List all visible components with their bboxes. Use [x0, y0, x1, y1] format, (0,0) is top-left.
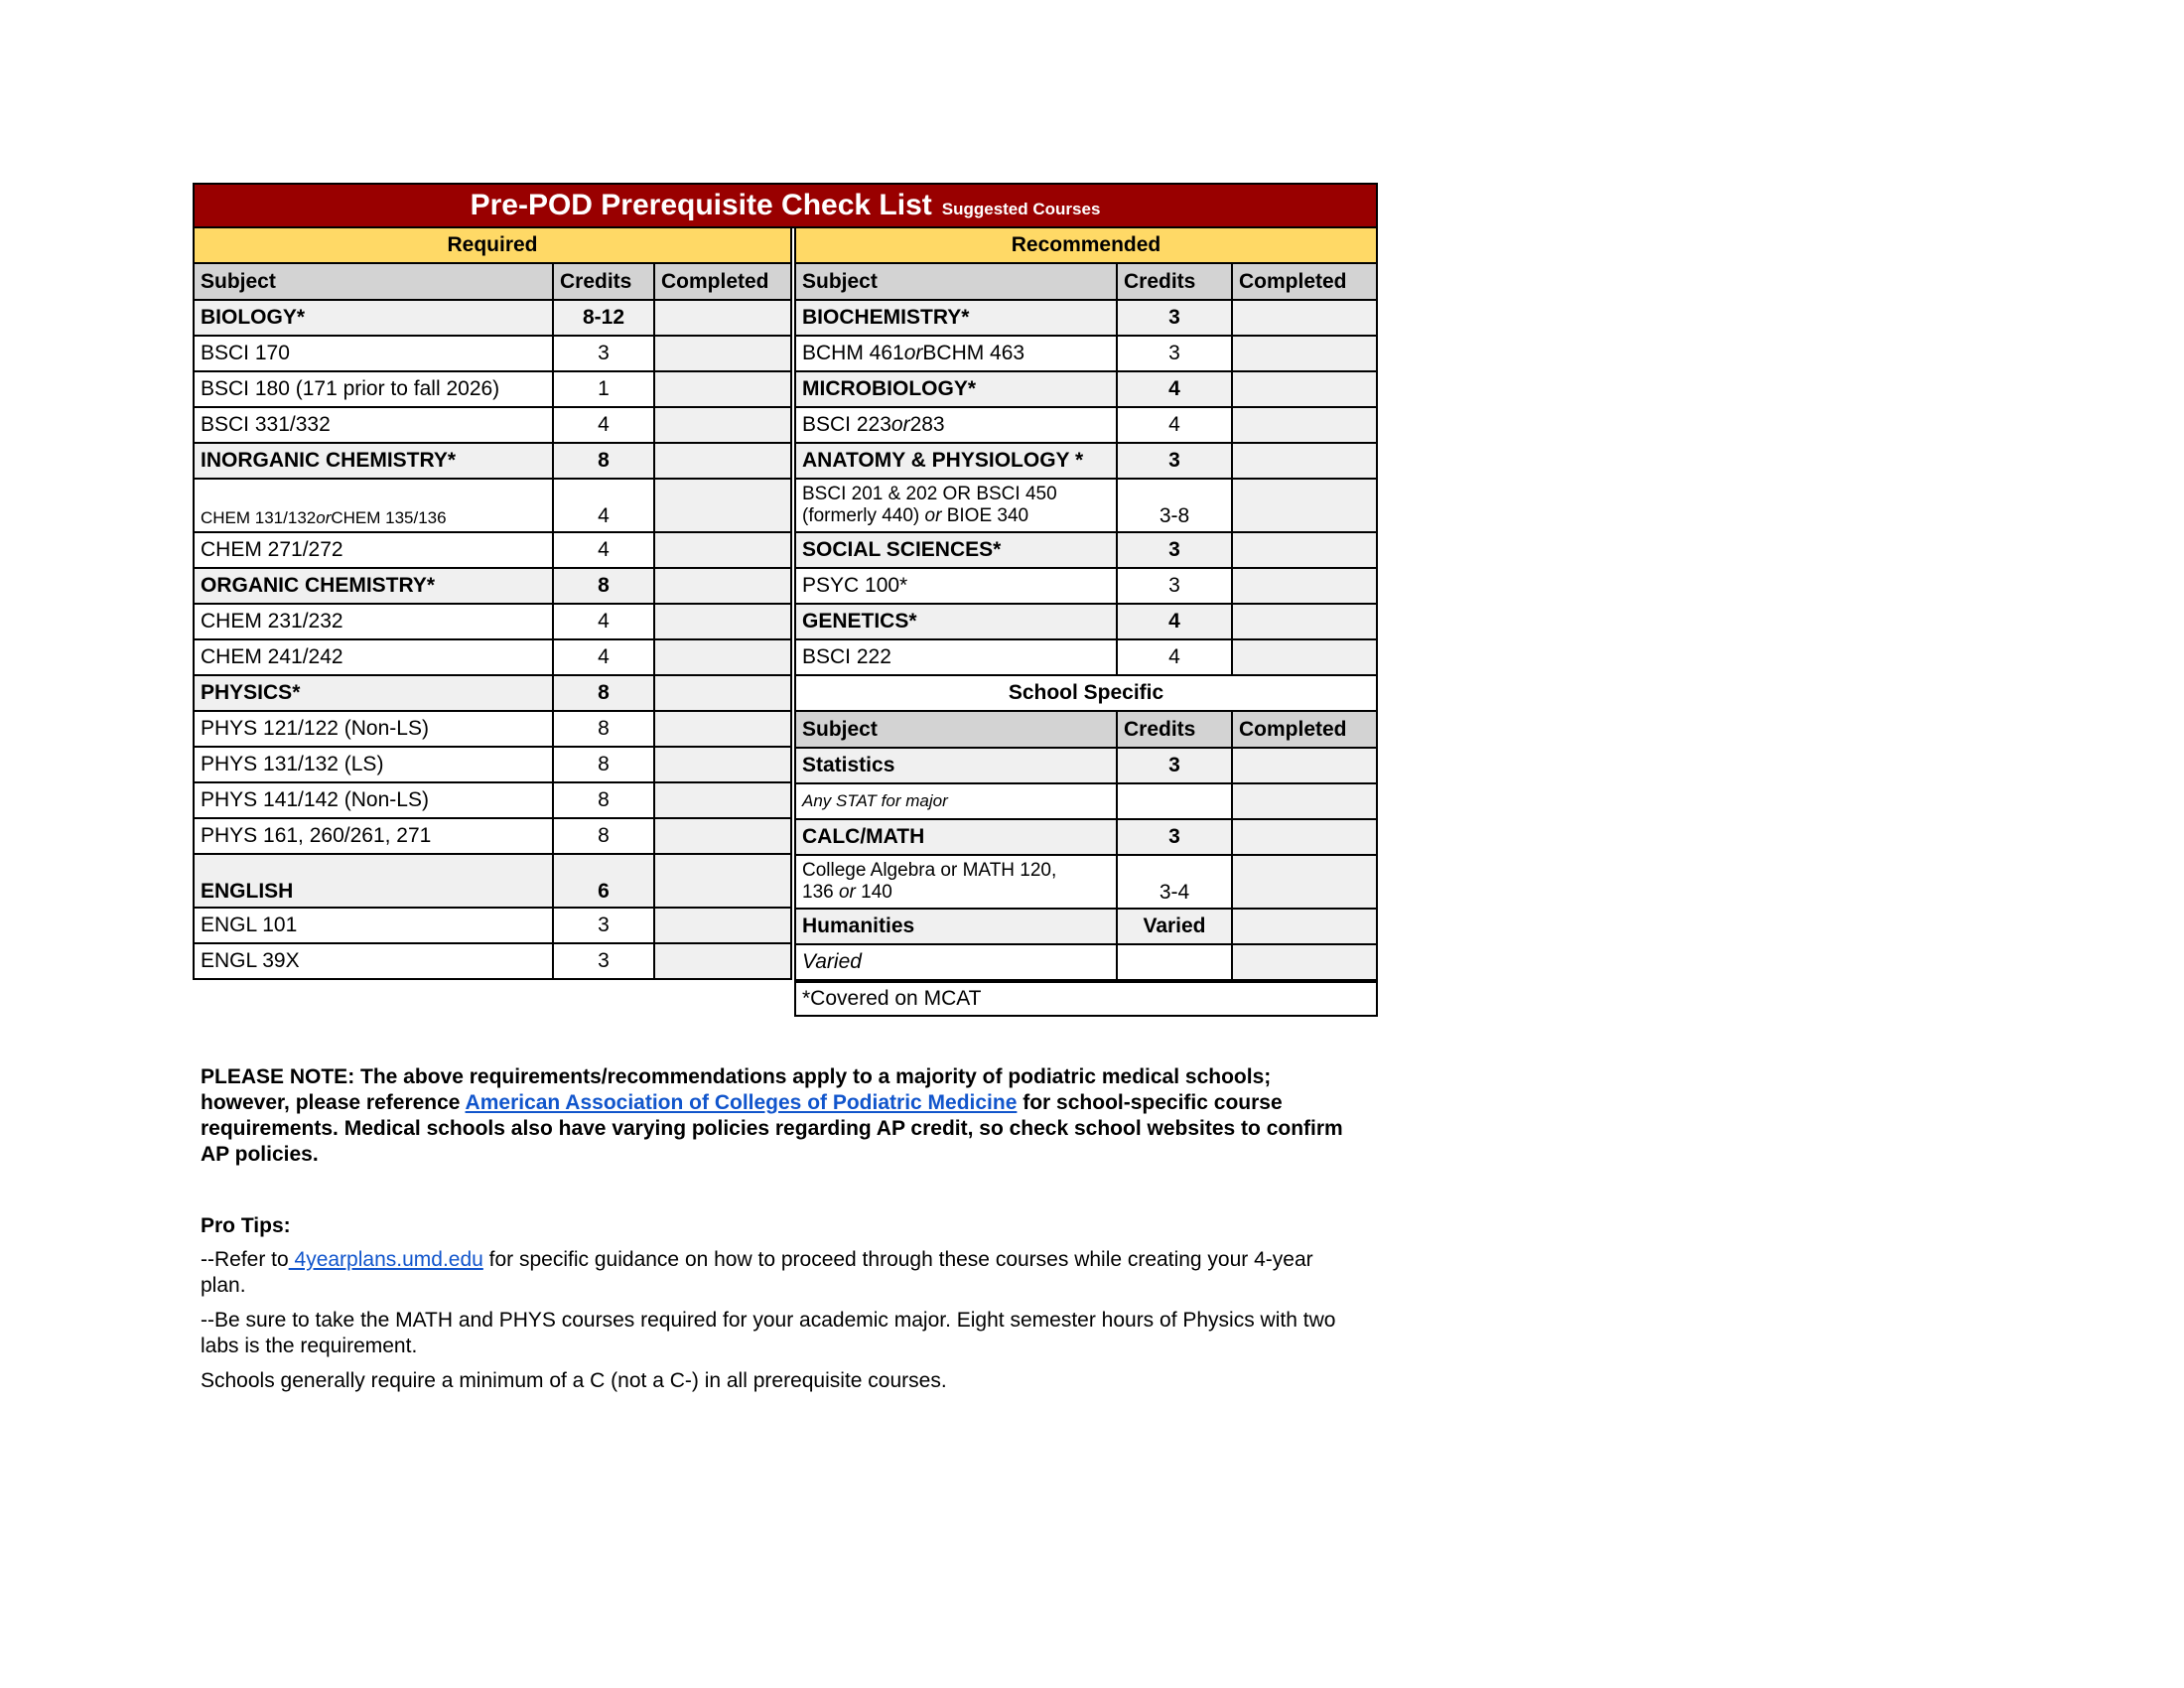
subject-cell: CHEM 241/242: [195, 640, 554, 674]
completed-checkbox-cell[interactable]: [655, 819, 792, 853]
credits-cell: 1: [554, 372, 655, 406]
subject-cell: Statistics: [796, 749, 1118, 782]
footnote-row: [794, 981, 1378, 1017]
please-note: [201, 1064, 1352, 1168]
subject-cell: PHYSICS*: [195, 676, 554, 710]
credits-cell: 4: [554, 533, 655, 567]
or-word: or: [316, 508, 332, 527]
table-row: [794, 820, 1378, 856]
completed-checkbox-cell[interactable]: [655, 909, 792, 942]
column-header-subject: Subject: [195, 264, 554, 299]
completed-checkbox-cell[interactable]: [655, 301, 792, 335]
column-header-row: [193, 264, 792, 301]
table-row: [794, 337, 1378, 372]
credits-cell: 8: [554, 819, 655, 853]
completed-checkbox-cell[interactable]: [1233, 533, 1378, 567]
completed-checkbox-cell[interactable]: [1233, 820, 1378, 854]
table-row: [193, 819, 792, 855]
subject-cell: CHEM 231/232: [195, 605, 554, 638]
credits-cell: 3: [1118, 820, 1233, 854]
subject-cell: Humanities: [796, 910, 1118, 943]
table-row: [794, 749, 1378, 784]
completed-checkbox-cell[interactable]: [655, 783, 792, 817]
subject-two-line: [802, 484, 1057, 527]
completed-checkbox-cell[interactable]: [1233, 301, 1378, 335]
column-header-completed: Completed: [655, 264, 792, 299]
subject-cell: PHYS 131/132 (LS): [195, 748, 554, 781]
completed-checkbox-cell[interactable]: [1233, 480, 1378, 531]
table-row: [794, 408, 1378, 444]
completed-checkbox-cell[interactable]: [655, 480, 792, 531]
column-header-credits: Credits: [554, 264, 655, 299]
subject-cell: Any STAT for major: [796, 784, 1118, 818]
table-row: [193, 640, 792, 676]
column-header-credits: Credits: [1118, 712, 1233, 747]
page-title: Pre-POD Prerequisite Check List: [470, 189, 932, 221]
completed-checkbox-cell[interactable]: [1233, 640, 1378, 674]
credits-cell: 3: [1118, 301, 1233, 335]
column-header-credits: Credits: [1118, 264, 1233, 299]
column-header-subject: Subject: [796, 264, 1118, 299]
credits-cell: 3: [1118, 337, 1233, 370]
subject-cell: CALC/MATH: [796, 820, 1118, 854]
subject-cell: BIOCHEMISTRY*: [796, 301, 1118, 335]
completed-checkbox-cell[interactable]: [655, 676, 792, 710]
tip-3: Schools generally require a minimum of a C (not a C-) in all prerequisite courses.: [201, 1369, 947, 1392]
table-row: [794, 945, 1378, 981]
subject-cell: INORGANIC CHEMISTRY*: [195, 444, 554, 478]
credits-cell: 8: [554, 444, 655, 478]
note-tail: for school-specific course requirements. Medical schools also have varying policies regarding AP credit, so check school websites to confirm AP policies.: [201, 1091, 1343, 1166]
table-row: [193, 372, 792, 408]
credits-cell: 4: [554, 408, 655, 442]
completed-checkbox-cell[interactable]: [1233, 372, 1378, 406]
completed-checkbox-cell[interactable]: [655, 748, 792, 781]
table-row: [794, 856, 1378, 910]
subject-cell: CHEM 131/132 or CHEM 135/136: [195, 480, 554, 531]
credits-cell: 3-8: [1118, 480, 1233, 531]
table-row: [794, 533, 1378, 569]
subject-cell: BSCI 170: [195, 337, 554, 370]
subject-two-line: [802, 860, 1056, 904]
subject-cell: BSCI 180 (171 prior to fall 2026): [195, 372, 554, 406]
table-row: [794, 372, 1378, 408]
column-header-completed: Completed: [1233, 712, 1378, 747]
subject-line-1: BSCI 201 & 202 OR BSCI 450: [802, 484, 1057, 504]
mcat-footnote: *Covered on MCAT: [796, 983, 1378, 1015]
subject-cell: SOCIAL SCIENCES*: [796, 533, 1118, 567]
checklist-sheet: [193, 183, 1378, 1072]
tip-2: --Be sure to take the MATH and PHYS courses required for your academic major. Eight semester hours of Physics with two labs is the requirement.: [201, 1309, 1336, 1357]
credits-cell: [1118, 945, 1233, 979]
subject-cell: [796, 856, 1118, 908]
subject-cell: BSCI 331/332: [195, 408, 554, 442]
or-word: or: [903, 342, 923, 364]
credits-cell: 3: [1118, 444, 1233, 478]
subject-cell: Varied: [796, 945, 1118, 979]
subject-line-2: 136 or 140: [802, 882, 892, 903]
completed-checkbox-cell[interactable]: [1233, 605, 1378, 638]
table-row: [193, 855, 792, 909]
credits-cell: 8: [554, 676, 655, 710]
completed-checkbox-cell[interactable]: [1233, 945, 1378, 979]
subject-cell: [796, 480, 1118, 531]
subject-cell: PHYS 161, 260/261, 271: [195, 819, 554, 853]
section-header-row: [794, 676, 1378, 712]
table-row: [794, 569, 1378, 605]
or-word: or: [924, 505, 942, 526]
table-row: [794, 784, 1378, 820]
credits-cell: 4: [554, 605, 655, 638]
section-header: Required: [195, 228, 792, 262]
or-word: or: [890, 413, 910, 436]
table-row: [193, 408, 792, 444]
credits-cell: 4: [1118, 408, 1233, 442]
column-header-completed: Completed: [1233, 264, 1378, 299]
subject-cell: ANATOMY & PHYSIOLOGY *: [796, 444, 1118, 478]
table-row: [794, 640, 1378, 676]
column-header-row: [794, 264, 1378, 301]
credits-cell: 3: [1118, 749, 1233, 782]
completed-checkbox-cell[interactable]: [1233, 444, 1378, 478]
subject-cell: PHYS 121/122 (Non-LS): [195, 712, 554, 746]
pro-tips-heading: Pro Tips:: [201, 1214, 291, 1237]
section-header: School Specific: [796, 676, 1378, 710]
completed-checkbox-cell[interactable]: [1233, 408, 1378, 442]
subject-cell: ORGANIC CHEMISTRY*: [195, 569, 554, 603]
table-row: [193, 337, 792, 372]
tip-1-pre: --Refer to: [201, 1248, 289, 1271]
subject-cell: ENGL 39X: [195, 944, 554, 978]
credits-cell: 3: [554, 337, 655, 370]
note-lead: PLEASE NOTE: The above requirements/recommendations apply to a majority of podiatric medical schools; however, please reference: [201, 1065, 1272, 1114]
column-header-row: [794, 712, 1378, 749]
table-row: [193, 676, 792, 712]
subject-line-1: College Algebra or MATH 120,: [802, 860, 1057, 881]
section-header: Recommended: [796, 228, 1378, 262]
subject-cell: GENETICS*: [796, 605, 1118, 638]
required-table: [193, 228, 792, 980]
notes-section: [201, 1064, 1392, 1394]
subject-cell: ENGL 101: [195, 909, 554, 942]
table-row: [794, 301, 1378, 337]
credits-cell: 3-4: [1118, 856, 1233, 908]
column-header-subject: Subject: [796, 712, 1118, 747]
subject-cell: BCHM 461 or BCHM 463: [796, 337, 1118, 370]
completed-checkbox-cell[interactable]: [1233, 569, 1378, 603]
subject-cell: BSCI 223 or 283: [796, 408, 1118, 442]
subject-cell: BIOLOGY*: [195, 301, 554, 335]
completed-checkbox-cell[interactable]: [655, 855, 792, 907]
completed-checkbox-cell[interactable]: [655, 533, 792, 567]
subject-line-2: (formerly 440) or BIOE 340: [802, 505, 1029, 526]
table-row: [193, 944, 792, 980]
credits-cell: 8: [554, 569, 655, 603]
subject-cell: PHYS 141/142 (Non-LS): [195, 783, 554, 817]
completed-checkbox-cell[interactable]: [655, 408, 792, 442]
completed-checkbox-cell[interactable]: [1233, 784, 1378, 818]
completed-checkbox-cell[interactable]: [655, 337, 792, 370]
table-row: [794, 910, 1378, 945]
subject-cell: MICROBIOLOGY*: [796, 372, 1118, 406]
credits-cell: 8-12: [554, 301, 655, 335]
tip-1: [201, 1247, 1362, 1299]
aacpm-link[interactable]: American Association of Colleges of Podiatric Medicine: [465, 1091, 1018, 1114]
tip-1-post: for specific guidance on how to proceed through these courses while creating your 4-year plan.: [201, 1248, 1313, 1297]
credits-cell: 3: [554, 944, 655, 978]
completed-checkbox-cell[interactable]: [1233, 856, 1378, 908]
credits-cell: 4: [1118, 605, 1233, 638]
credits-cell: 3: [554, 909, 655, 942]
table-row: [193, 301, 792, 337]
credits-cell: 4: [554, 480, 655, 531]
table-row: [193, 444, 792, 480]
table-row: [794, 605, 1378, 640]
title-bar: [193, 183, 1378, 228]
credits-cell: 3: [1118, 569, 1233, 603]
table-row: [193, 712, 792, 748]
credits-cell: 4: [554, 640, 655, 674]
completed-checkbox-cell[interactable]: [1233, 910, 1378, 943]
subject-cell: ENGLISH: [195, 855, 554, 907]
table-row: [794, 444, 1378, 480]
completed-checkbox-cell[interactable]: [655, 640, 792, 674]
or-word: or: [838, 882, 856, 903]
section-header-row: [193, 228, 792, 264]
table-row: [193, 783, 792, 819]
section-header-row: [794, 228, 1378, 264]
completed-checkbox-cell[interactable]: [655, 444, 792, 478]
credits-cell: 4: [1118, 372, 1233, 406]
subject-cell: PSYC 100*: [796, 569, 1118, 603]
completed-checkbox-cell[interactable]: [655, 569, 792, 603]
credits-cell: Varied: [1118, 910, 1233, 943]
table-row: [193, 480, 792, 533]
credits-cell: 6: [554, 855, 655, 907]
table-row: [193, 909, 792, 944]
credits-cell: [1118, 784, 1233, 818]
table-row: [193, 533, 792, 569]
table-row: [193, 605, 792, 640]
completed-checkbox-cell[interactable]: [655, 712, 792, 746]
credits-cell: 8: [554, 748, 655, 781]
page-subtitle: Suggested Courses: [941, 200, 1101, 218]
completed-checkbox-cell[interactable]: [655, 605, 792, 638]
subject-cell: CHEM 271/272: [195, 533, 554, 567]
recommended-table: [794, 228, 1378, 1017]
completed-checkbox-cell[interactable]: [1233, 337, 1378, 370]
completed-checkbox-cell[interactable]: [655, 372, 792, 406]
completed-checkbox-cell[interactable]: [655, 944, 792, 978]
table-row: [794, 480, 1378, 533]
completed-checkbox-cell[interactable]: [1233, 749, 1378, 782]
fouryearplans-link[interactable]: 4yearplans.umd.edu: [288, 1248, 483, 1271]
table-row: [193, 748, 792, 783]
credits-cell: 8: [554, 712, 655, 746]
credits-cell: 4: [1118, 640, 1233, 674]
tables-area: [193, 228, 1378, 1072]
table-row: [193, 569, 792, 605]
credits-cell: 8: [554, 783, 655, 817]
subject-cell: BSCI 222: [796, 640, 1118, 674]
credits-cell: 3: [1118, 533, 1233, 567]
